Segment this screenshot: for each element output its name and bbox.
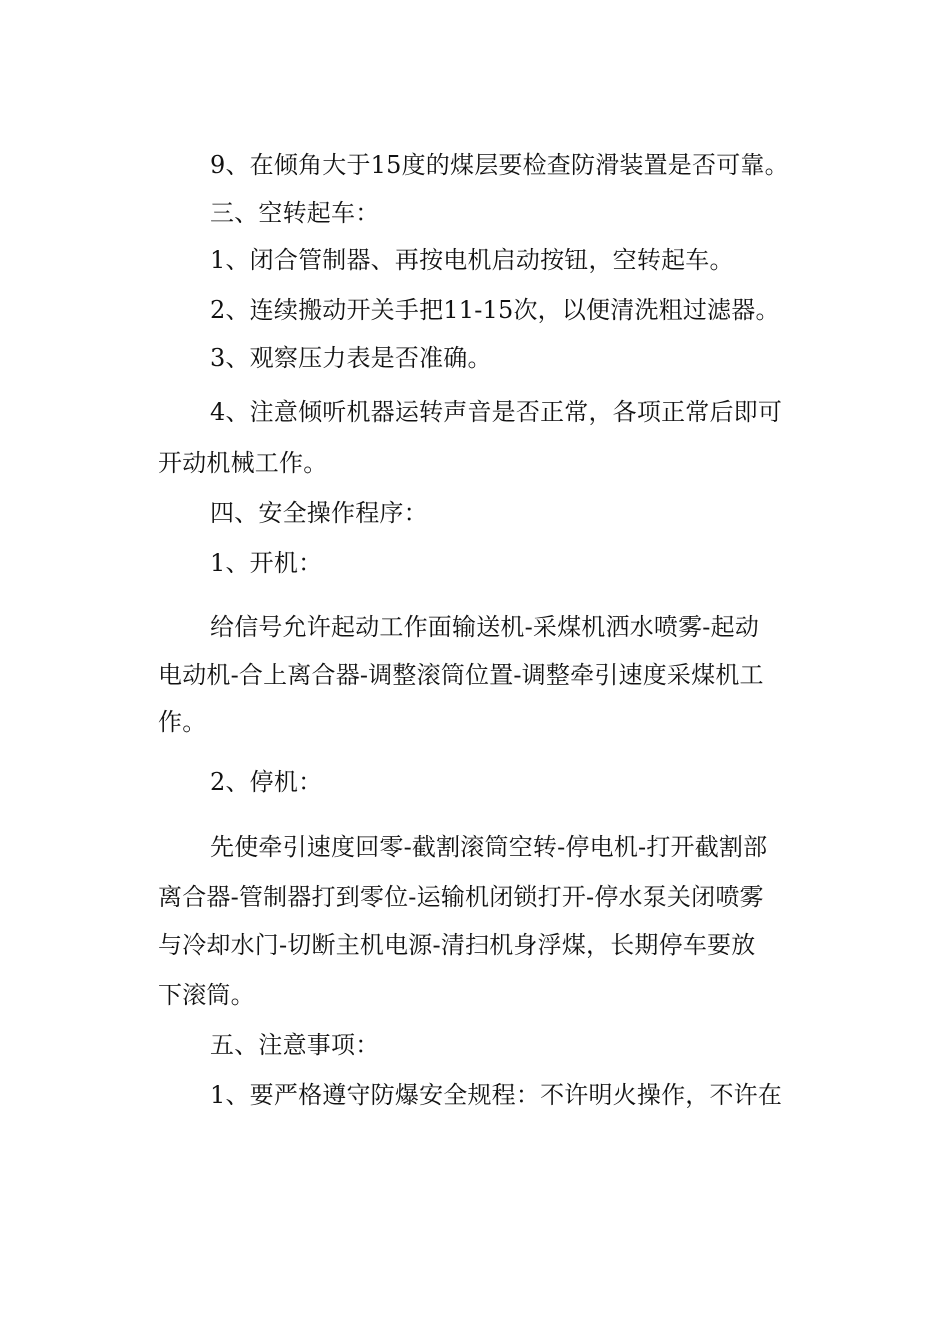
text-line: 作。 xyxy=(158,708,207,736)
text-line: 电动机-合上离合器-调整滚筒位置-调整牵引速度采煤机工 xyxy=(158,661,764,689)
section-heading: 五、注意事项： xyxy=(210,1031,380,1059)
subsection-heading: 2、停机： xyxy=(210,768,323,796)
text-line: 下滚筒。 xyxy=(158,981,255,1009)
text-line: 1、要严格遵守防爆安全规程：不许明火操作，不许在 xyxy=(210,1081,783,1109)
subsection-heading: 1、开机： xyxy=(210,549,323,577)
section-heading: 四、安全操作程序： xyxy=(210,499,428,527)
text-line: 与冷却水门-切断主机电源-清扫机身浮煤，长期停车要放 xyxy=(158,931,756,959)
text-line: 离合器-管制器打到零位-运输机闭锁打开-停水泵关闭喷雾 xyxy=(158,883,764,911)
text-line: 给信号允许起动工作面输送机-采煤机洒水喷雾-起动 xyxy=(210,613,760,641)
text-line: 4、注意倾听机器运转声音是否正常，各项正常后即可 xyxy=(210,398,783,426)
text-line: 先使牵引速度回零-截割滚筒空转-停电机-打开截割部 xyxy=(210,833,768,861)
text-line: 3、观察压力表是否准确。 xyxy=(210,344,492,372)
text-line: 9、在倾角大于15度的煤层要检查防滑装置是否可靠。 xyxy=(210,151,789,179)
text-line: 开动机械工作。 xyxy=(158,449,328,477)
text-line: 1、闭合管制器、再按电机启动按钮，空转起车。 xyxy=(210,246,734,274)
text-line: 2、连续搬动开关手把11-15次，以便清洗粗过滤器。 xyxy=(210,296,780,324)
section-heading: 三、空转起车： xyxy=(210,199,380,227)
